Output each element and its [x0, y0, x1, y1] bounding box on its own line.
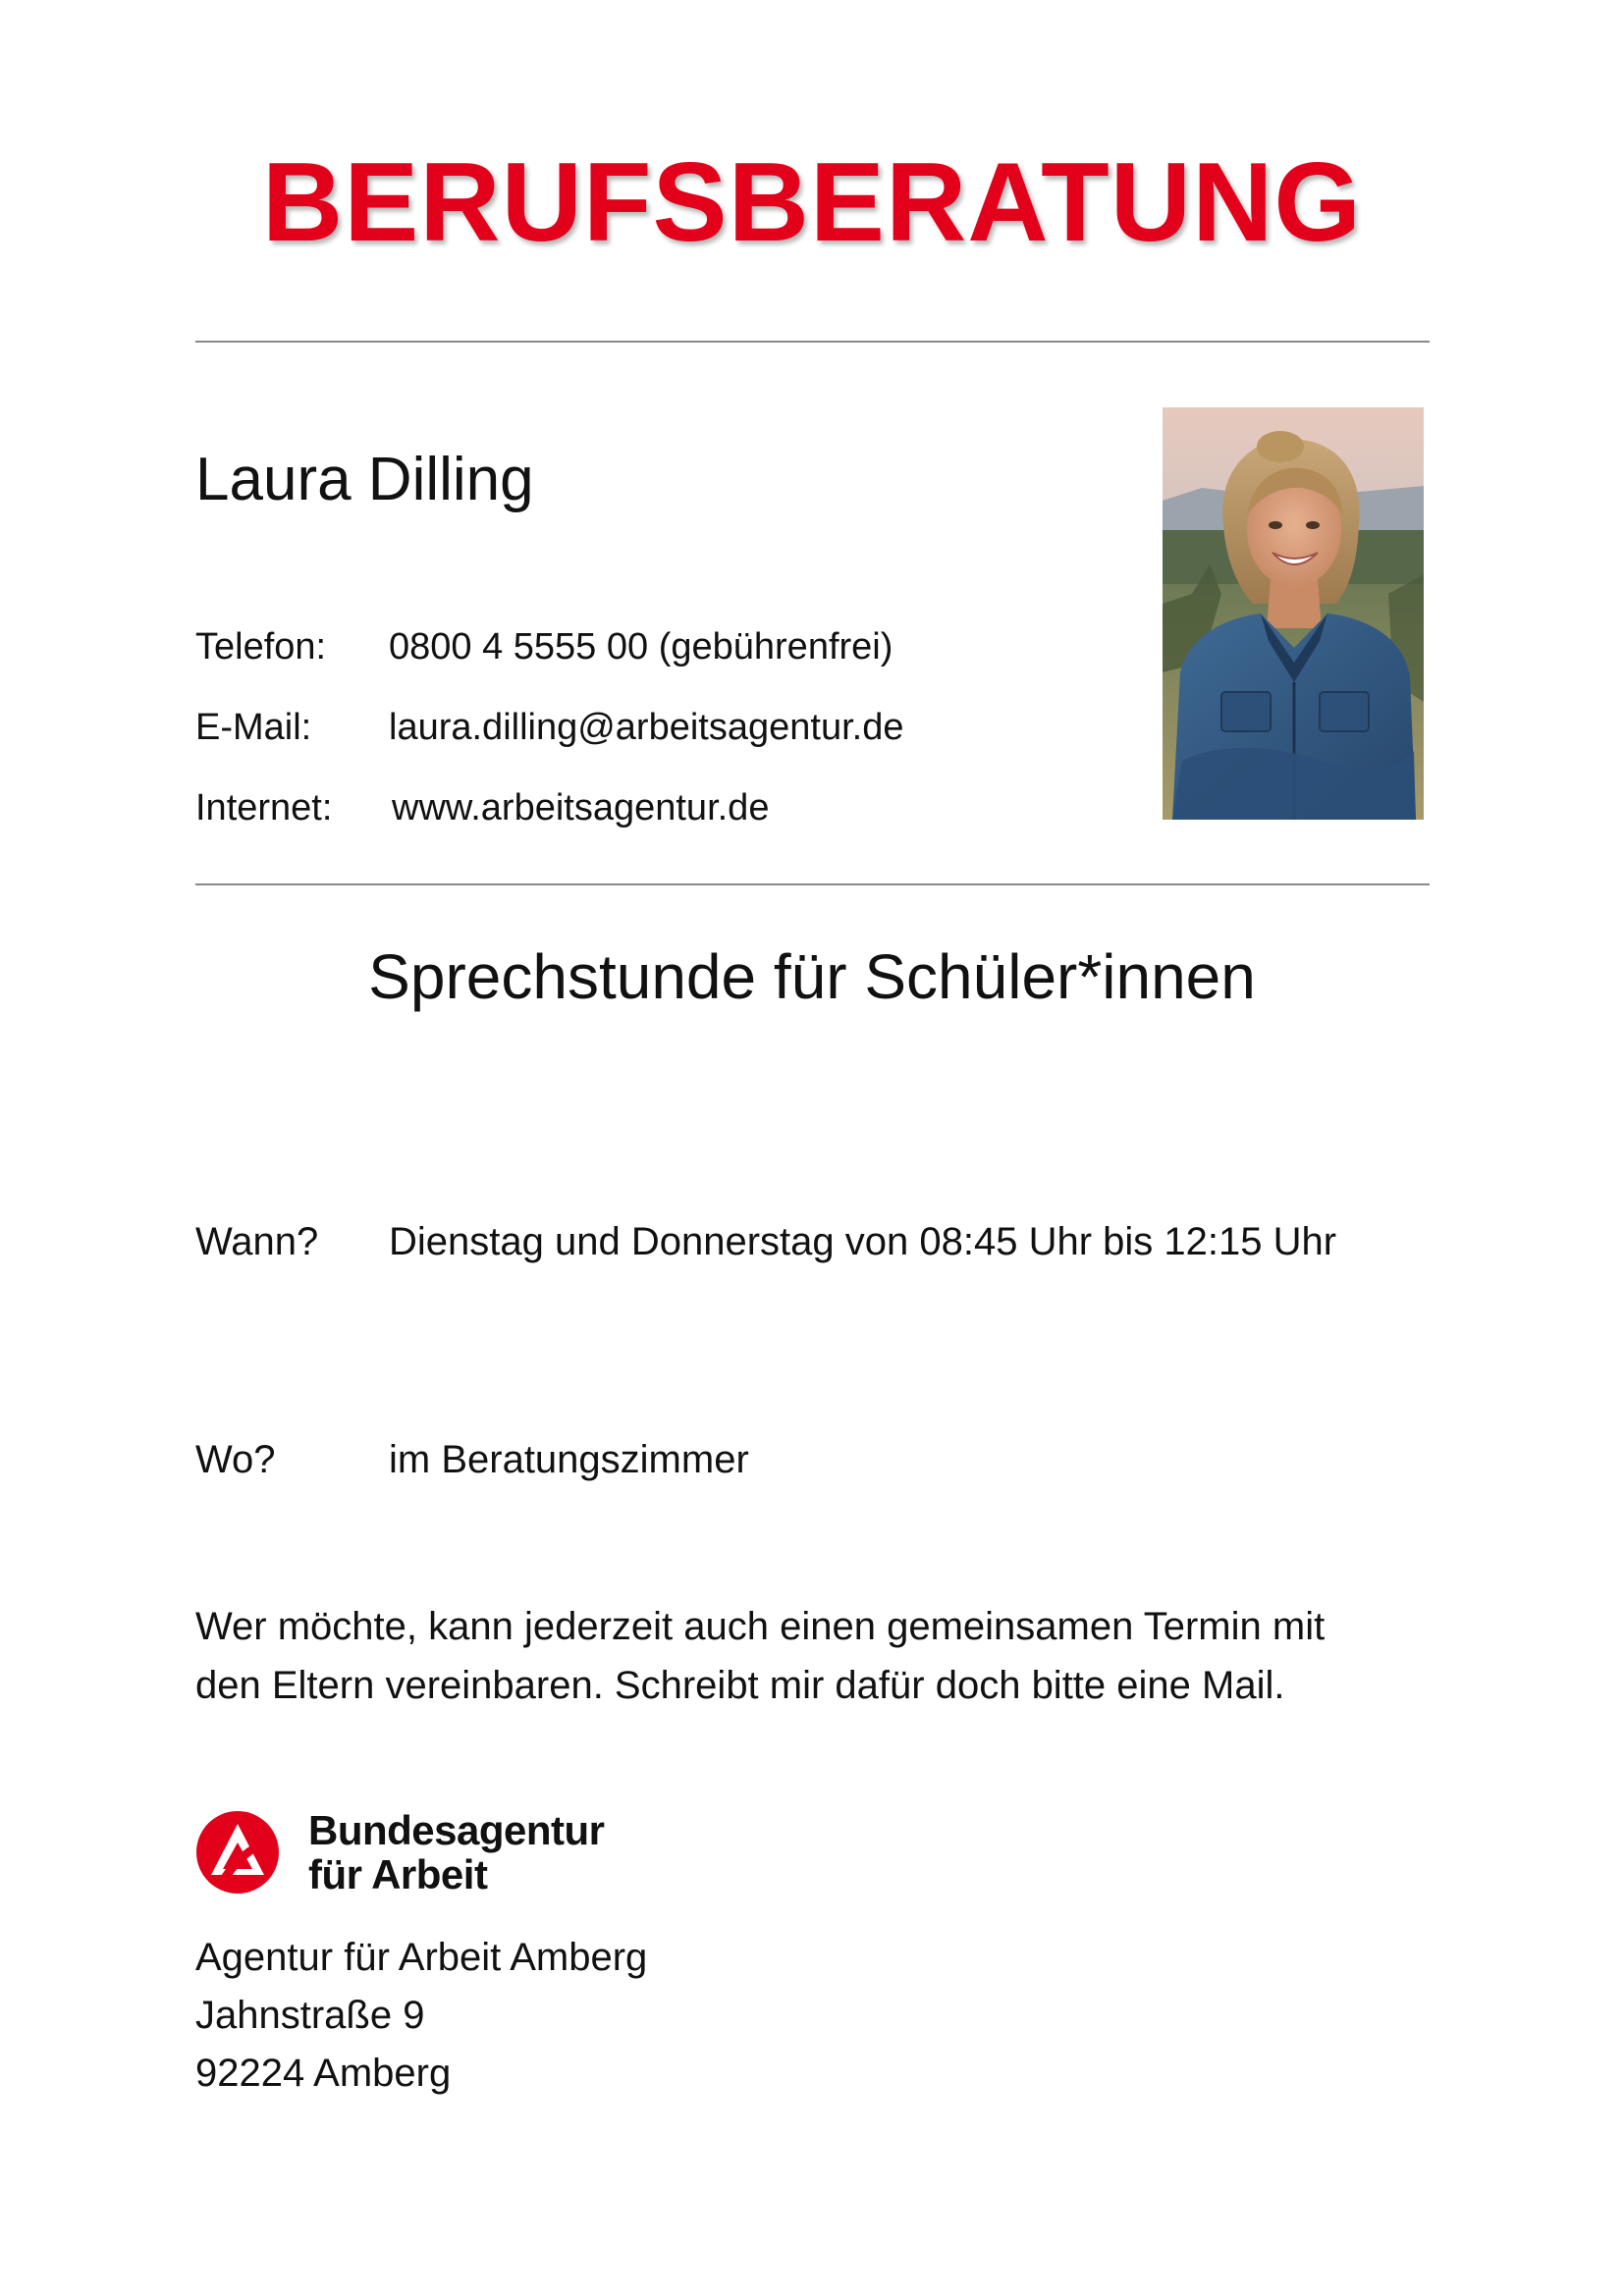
- organization-address: [195, 1929, 647, 2103]
- divider-top: [195, 341, 1430, 343]
- bundesagentur-logo-icon: [195, 1810, 280, 1895]
- logo-line-1: Bundesagentur: [308, 1807, 605, 1853]
- organization-logo: [195, 1808, 627, 1902]
- advisor-name: Laura Dilling: [195, 446, 534, 513]
- where-value: im Beratungszimmer: [389, 1438, 749, 1481]
- consultation-heading: Sprechstunde für Schüler*innen: [368, 941, 1256, 1012]
- address-line: 92224 Amberg: [195, 2052, 452, 2095]
- web-value: www.arbeitsagentur.de: [392, 787, 770, 828]
- address-line: Agentur für Arbeit Amberg: [195, 1936, 648, 1979]
- when-value: Dienstag und Donnerstag von 08:45 Uhr bis 12:15 Uhr: [389, 1220, 1337, 1263]
- note-line: den Eltern vereinbaren. Schreibt mir dafür doch bitte eine Mail.: [195, 1664, 1285, 1707]
- logo-line-2: für Arbeit: [308, 1851, 488, 1897]
- where-label: Wo?: [195, 1438, 276, 1481]
- page-title: BERUFSBERATUNG: [261, 140, 1363, 265]
- address-line: Jahnstraße 9: [195, 1994, 425, 2037]
- email-label: E-Mail:: [195, 707, 312, 748]
- appointment-note: [195, 1597, 1442, 1715]
- phone-value: 0800 4 5555 00 (gebührenfrei): [389, 626, 893, 667]
- phone-label: Telefon:: [195, 626, 327, 667]
- web-label: Internet:: [195, 787, 333, 828]
- email-value: laura.dilling@arbeitsagentur.de: [389, 707, 904, 748]
- when-label: Wann?: [195, 1220, 319, 1263]
- advisor-photo: [1163, 407, 1424, 820]
- divider-middle: [195, 883, 1430, 885]
- logo-wordmark: [308, 1808, 605, 1896]
- note-line: Wer möchte, kann jederzeit auch einen gemeinsamen Termin mit: [195, 1605, 1326, 1648]
